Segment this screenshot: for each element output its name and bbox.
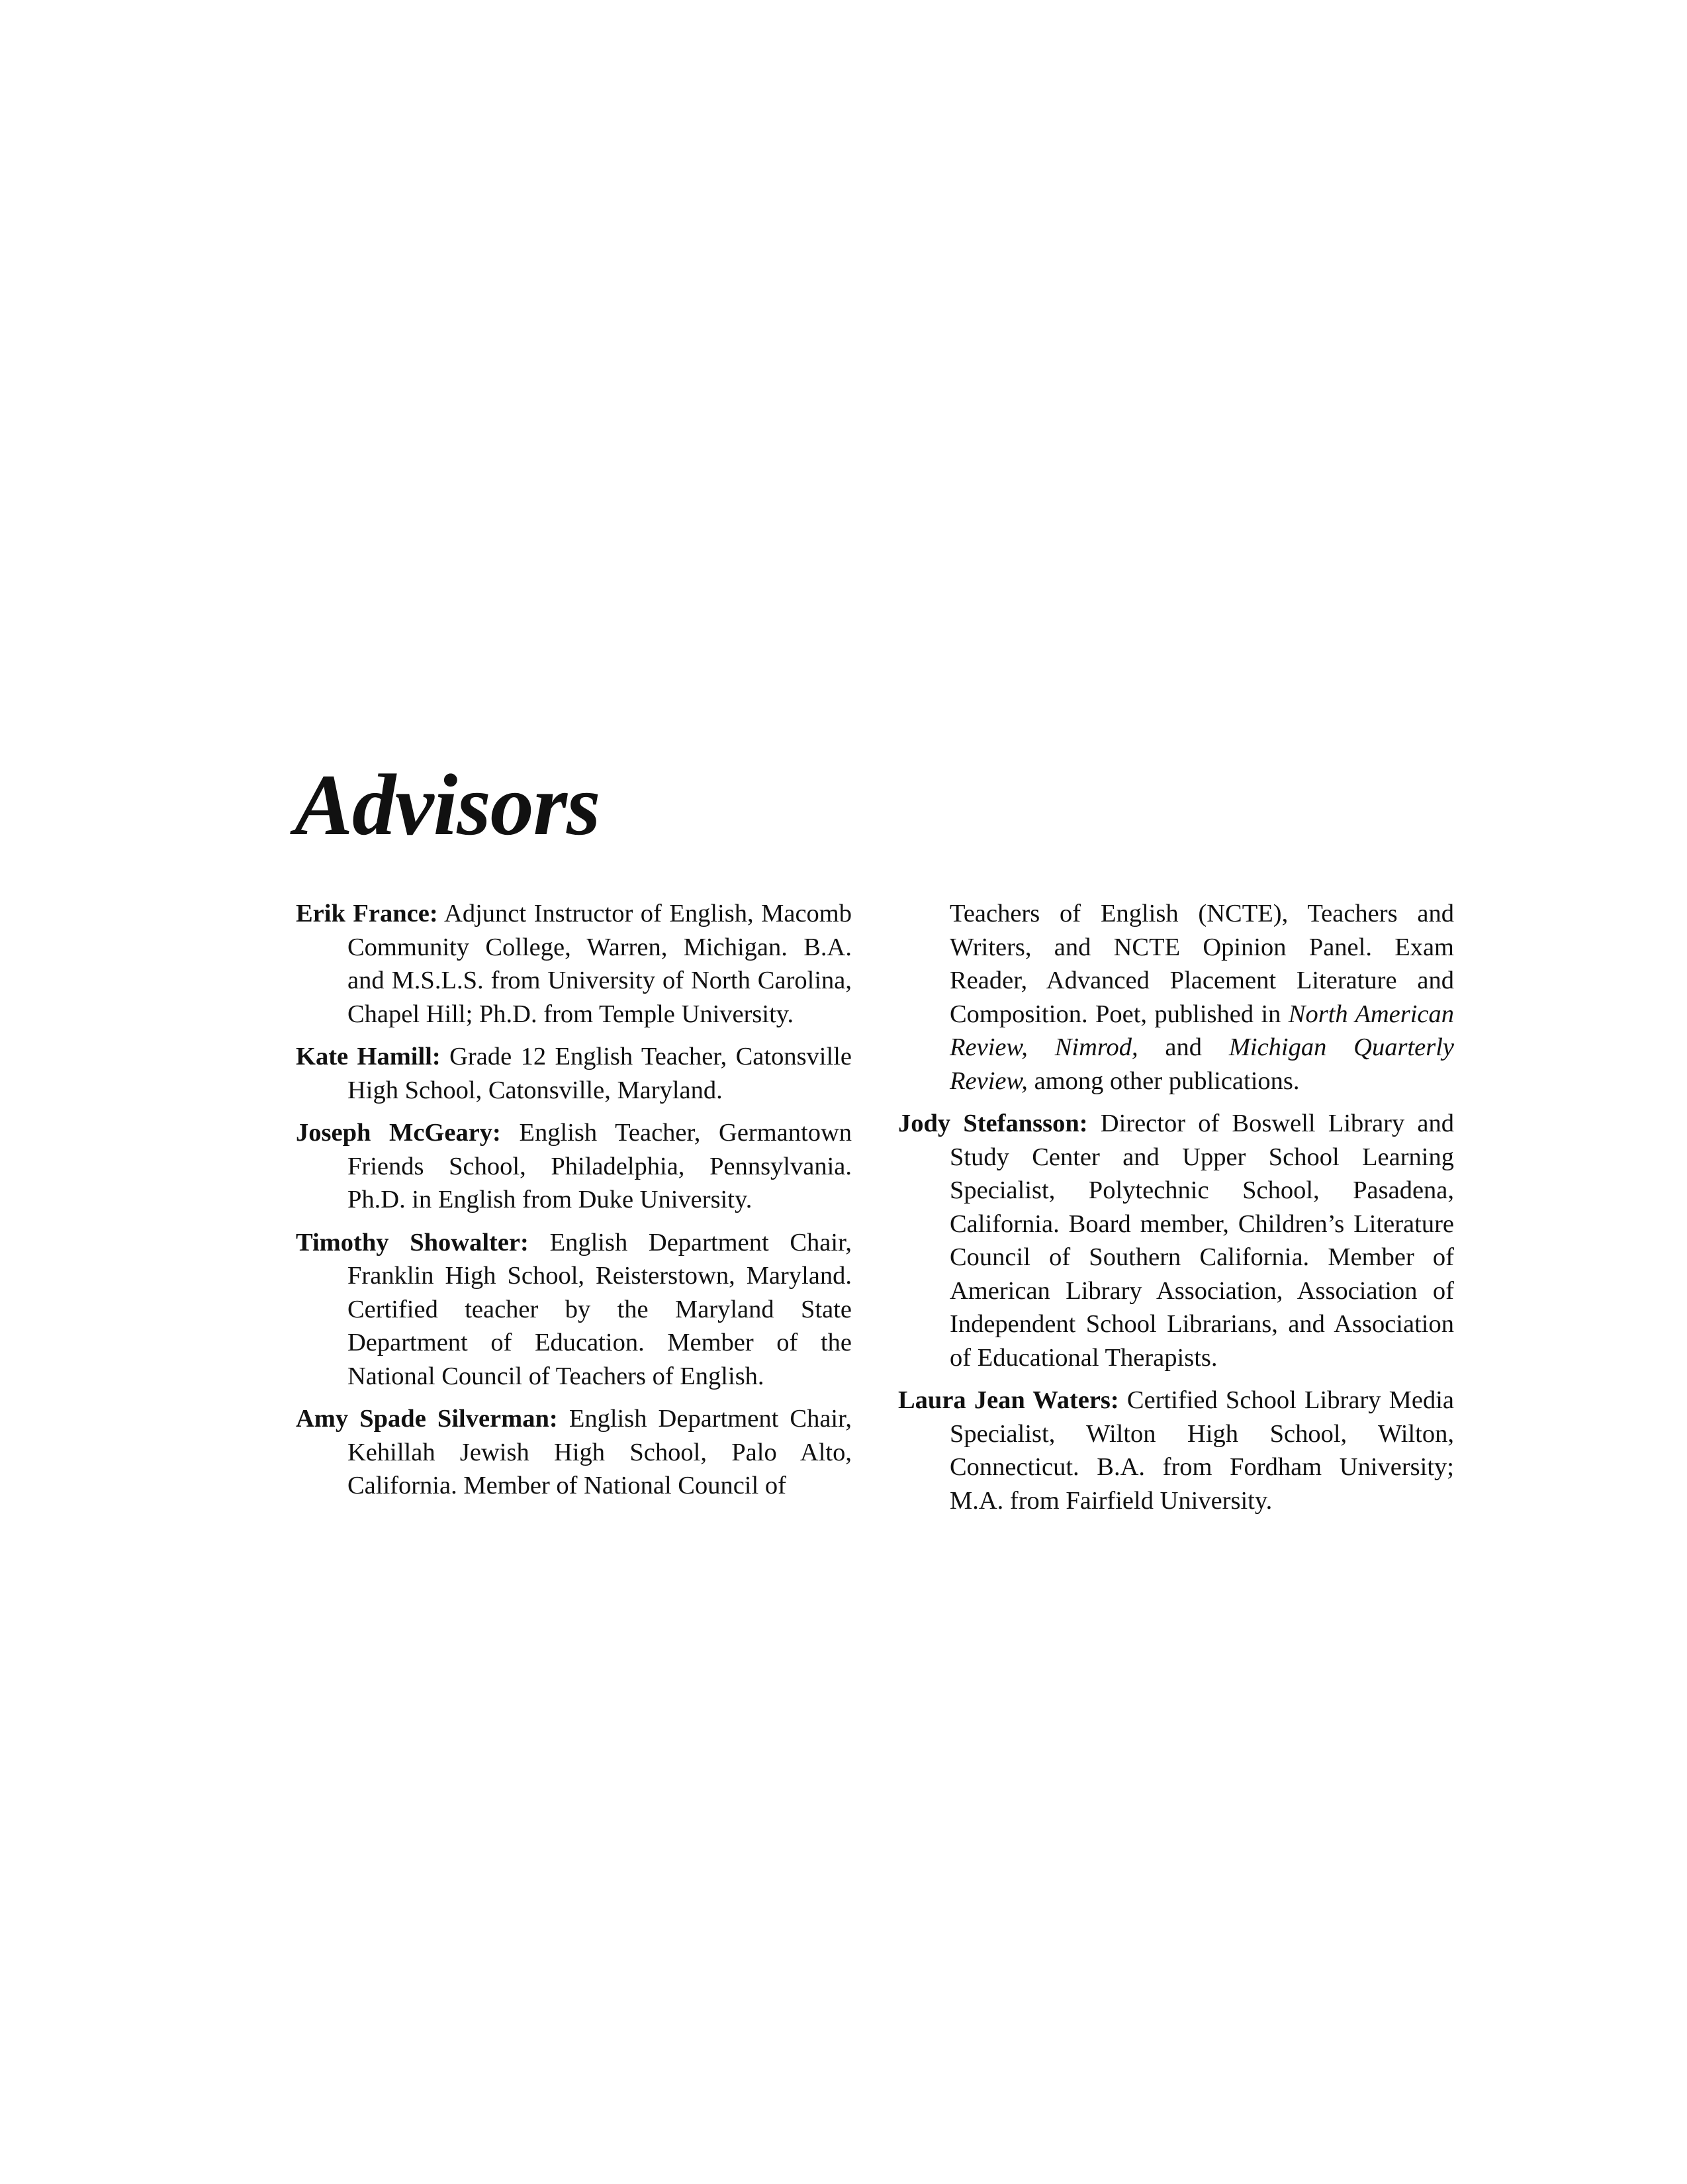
continuation-text: Teachers of English (NCTE), Teachers and Writers, and NCTE Opinion Panel. Exam Reader, Advanced Placement Literature and Composition. Poet, published in — [950, 900, 1454, 1028]
advisor-entry-kate-hamill — [296, 1040, 852, 1107]
publication-title: Michigan Quarterly Review, — [950, 1033, 1455, 1095]
advisor-name: Kate Hamill: — [296, 1043, 441, 1070]
advisor-entry-amy-spade-silverman — [296, 1402, 852, 1503]
advisors-left-column — [296, 897, 852, 1512]
advisor-bio: English Teacher, Germantown Friends School, Philadelphia, Pennsylvania. Ph.D. in English from Duke University. — [347, 1119, 852, 1213]
advisor-bio: Director of Boswell Library and Study Center and Upper School Learning Specialist, Polytechnic School, Pasadena, California. Board member, Children’s Literature Council of Southern California. Member of American Library Association, Association of Independent School Librarians, and Association of Educational Therapists. — [950, 1110, 1454, 1372]
advisor-entry-laura-jean-waters — [898, 1384, 1454, 1517]
page-title: Advisors — [295, 756, 600, 853]
advisor-name: Laura Jean Waters: — [898, 1386, 1119, 1414]
advisor-bio: Grade 12 English Teacher, Catonsville High School, Catonsville, Maryland. — [347, 1043, 852, 1104]
advisor-bio: Certified School Library Media Specialist, Wilton High School, Wilton, Connecticut. B.A. from Fordham University; M.A. from Fairfield University. — [950, 1386, 1454, 1515]
advisor-name: Joseph McGeary: — [296, 1119, 501, 1147]
advisor-entry-jody-stefansson — [898, 1107, 1454, 1374]
advisor-bio: English Department Chair, Kehillah Jewish High School, Palo Alto, California. Member of National Council of — [347, 1405, 852, 1499]
advisor-name: Timothy Showalter: — [296, 1228, 529, 1257]
advisor-name: Jody Stefansson: — [898, 1110, 1088, 1137]
advisor-entry-continuation — [898, 897, 1454, 1098]
advisor-entry-timothy-showalter — [296, 1226, 852, 1394]
continuation-text: and — [1165, 1033, 1202, 1061]
continuation-text: among other publications. — [1034, 1067, 1300, 1095]
publication-title: North American Review, Nimrod, — [950, 1000, 1455, 1061]
advisor-name: Amy Spade Silverman: — [296, 1405, 558, 1433]
advisor-name: Erik France: — [296, 900, 438, 927]
advisor-bio: English Department Chair, Franklin High School, Reisterstown, Maryland. Certified teacher by the Maryland State Department of Education. Member of the National Council of Teachers of English. — [347, 1228, 852, 1390]
advisor-entry-joseph-mcgeary — [296, 1116, 852, 1217]
advisor-entry-erik-france — [296, 897, 852, 1031]
advisor-bio: Adjunct Instructor of English, Macomb Community College, Warren, Michigan. B.A. and M.S.L.S. from University of North Carolina, Chapel Hill; Ph.D. from Temple University. — [347, 900, 852, 1028]
advisors-right-column — [898, 897, 1454, 1527]
